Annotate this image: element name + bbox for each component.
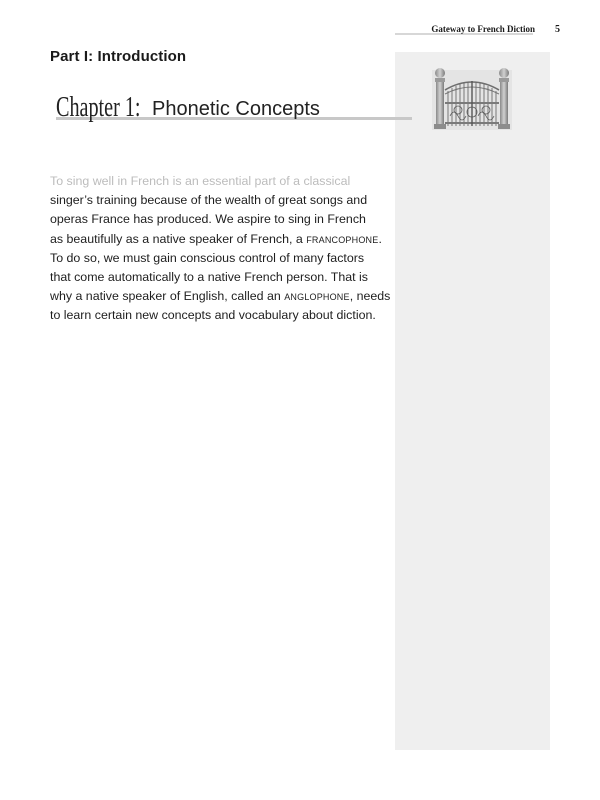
running-header-title: Gateway to French Diction: [431, 24, 535, 34]
running-header: [395, 24, 570, 36]
body-line: To do so, we must gain conscious control of many factors: [50, 250, 365, 265]
ornate-gate-icon: [428, 64, 516, 130]
body-paragraph: [50, 172, 390, 326]
body-text-fragment: as beautifully as a native speaker of French, a: [50, 231, 307, 246]
chapter-number: Chapter 1:: [56, 92, 141, 123]
chapter-title: Phonetic Concepts: [152, 98, 320, 120]
body-line: to learn certain new concepts and vocabulary about diction.: [50, 308, 376, 323]
chapter-heading: [56, 92, 412, 128]
sidebar-panel: [395, 52, 550, 750]
body-text-fragment: why a native speaker of English, called an: [50, 289, 285, 304]
term-francophone: francophone: [306, 231, 379, 246]
body-line: To sing well in French is an essential part of a classical: [50, 174, 351, 188]
part-title: Part I: Introduction: [50, 48, 187, 65]
term-anglophone: anglophone: [284, 289, 350, 304]
body-line: [50, 287, 390, 306]
body-line: singer’s training because of the wealth of great songs and: [50, 193, 368, 208]
body-line: operas France has produced. We aspire to sing in French: [50, 212, 366, 227]
body-text-fragment: .: [378, 231, 382, 246]
body-line: [50, 230, 390, 249]
page-number: 5: [555, 24, 560, 35]
body-line: that come automatically to a native French person. That is: [50, 269, 368, 284]
body-text-fragment: , needs: [349, 289, 391, 304]
